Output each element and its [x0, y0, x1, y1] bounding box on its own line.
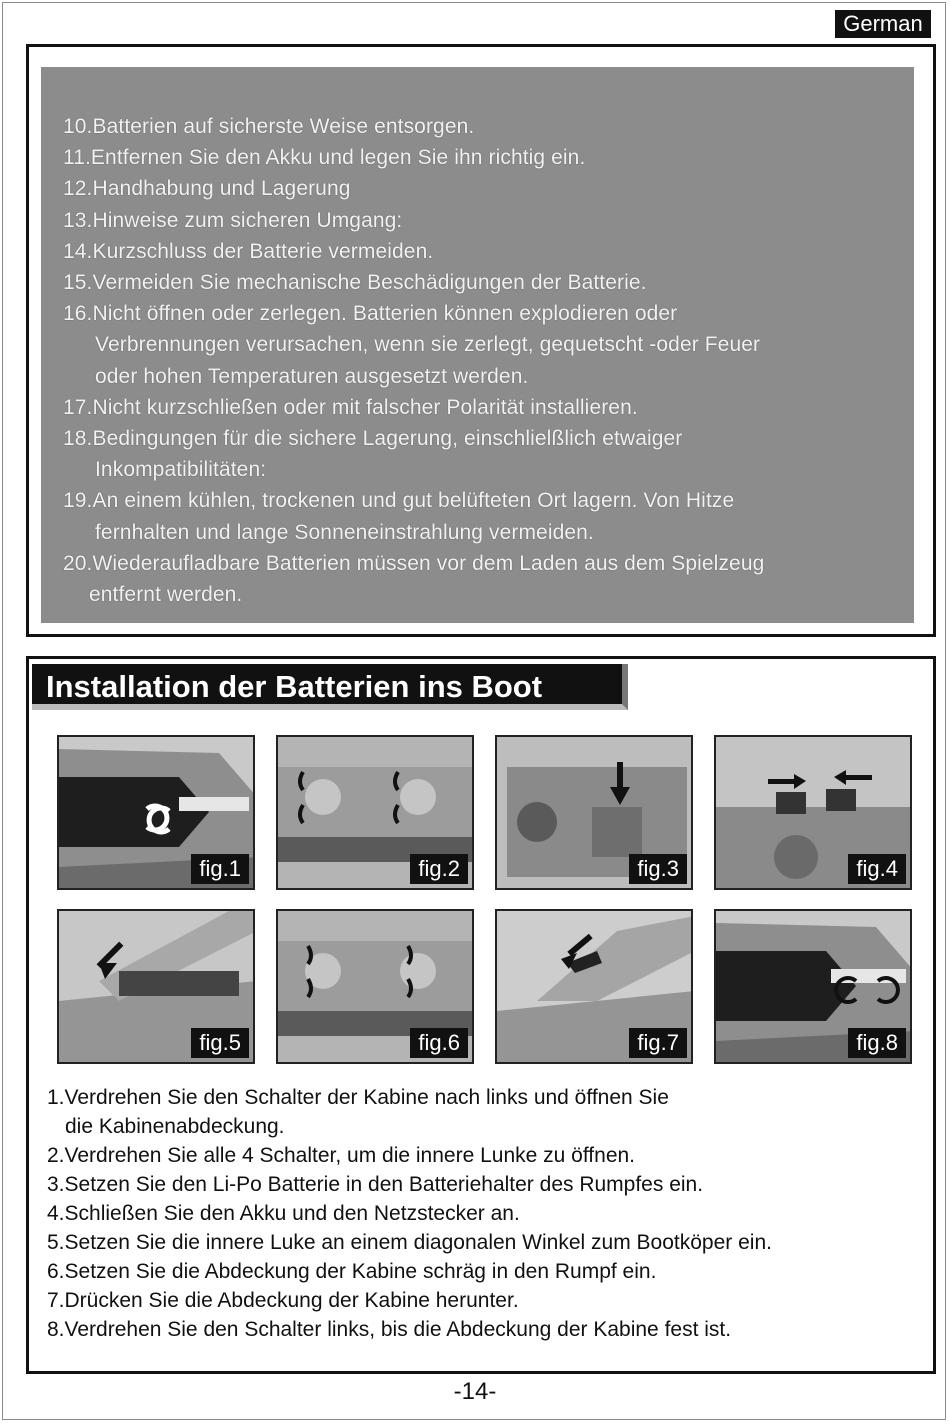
- figure-2: [276, 735, 474, 890]
- warning-text-continued: Inkompatibilitäten:: [95, 458, 267, 482]
- warning-text: 11.Entfernen Sie den Akku und legen Sie ihn richtig ein.: [63, 146, 586, 170]
- figure-1: [57, 735, 255, 890]
- warning-text: 13.Hinweise zum sicheren Umgang:: [63, 208, 403, 232]
- warning-text: 16.Nicht öffnen oder zerlegen. Batterien können explodieren oder: [63, 302, 678, 326]
- battery-warnings-box: [26, 44, 936, 637]
- figure-label: fig.6: [410, 1028, 468, 1058]
- warning-item: [63, 392, 894, 423]
- step-text: 3.Setzen Sie den Li-Po Batterie in den Batteriehalter des Rumpfes ein.: [47, 1173, 704, 1196]
- step-text: 7.Drücken Sie die Abdeckung der Kabine herunter.: [47, 1289, 519, 1312]
- figure-5: [57, 909, 255, 1064]
- installation-steps: [47, 1083, 772, 1344]
- warning-item: [63, 267, 894, 298]
- warning-item: [63, 173, 894, 204]
- warning-text-continued: oder hohen Temperaturen ausgesetzt werden.: [95, 364, 529, 388]
- warning-text-continued: entfernt werden.: [89, 583, 243, 607]
- warning-text: 15.Vermeiden Sie mechanische Beschädigungen der Batterie.: [63, 271, 647, 295]
- installation-section: [26, 656, 936, 1374]
- warning-text-continued: fernhalten und lange Sonneneinstrahlung vermeiden.: [95, 520, 594, 544]
- warning-text: 12.Handhabung und Lagerung: [63, 177, 351, 201]
- warnings-list: [63, 111, 894, 610]
- warning-item: [63, 485, 894, 547]
- warning-item: [63, 111, 894, 142]
- warnings-panel: [41, 67, 914, 623]
- figure-4: [714, 735, 912, 890]
- warning-item: [63, 142, 894, 173]
- figure-label: fig.5: [191, 1028, 249, 1058]
- figure-7: [495, 909, 693, 1064]
- step-text: 6.Setzen Sie die Abdeckung der Kabine schräg in den Rumpf ein.: [47, 1260, 657, 1283]
- warning-text: 17.Nicht kurzschließen oder mit falscher Polarität installieren.: [63, 395, 638, 419]
- figure-label: fig.1: [191, 854, 249, 884]
- step-item: [47, 1141, 772, 1170]
- step-item: [47, 1286, 772, 1315]
- section-title: Installation der Batterien ins Boot: [32, 664, 628, 710]
- step-item: [47, 1315, 772, 1344]
- language-tag: German: [835, 10, 931, 38]
- figure-label: fig.8: [848, 1028, 906, 1058]
- warning-text: 20.Wiederaufladbare Batterien müssen vor dem Laden aus dem Spielzeug: [63, 551, 765, 575]
- step-text: 2.Verdrehen Sie alle 4 Schalter, um die innere Lunke zu öffnen.: [47, 1144, 636, 1167]
- step-text-continued: die Kabinenabdeckung.: [65, 1115, 285, 1138]
- step-item: [47, 1228, 772, 1257]
- step-item: [47, 1257, 772, 1286]
- warning-item: [63, 298, 894, 392]
- figure-3: [495, 735, 693, 890]
- step-item: [47, 1170, 772, 1199]
- warning-item: [63, 423, 894, 485]
- warning-text: 19.An einem kühlen, trockenen und gut belüfteten Ort lagern. Von Hitze: [63, 489, 735, 513]
- warning-item: [63, 548, 894, 610]
- step-item: [47, 1083, 772, 1141]
- figure-label: fig.4: [848, 854, 906, 884]
- step-text: 8.Verdrehen Sie den Schalter links, bis die Abdeckung der Kabine fest ist.: [47, 1318, 732, 1341]
- warning-text: 10.Batterien auf sicherste Weise entsorgen.: [63, 115, 475, 138]
- step-item: [47, 1199, 772, 1228]
- warning-item: [63, 236, 894, 267]
- figure-label: fig.7: [629, 1028, 687, 1058]
- figure-label: fig.2: [410, 854, 468, 884]
- figure-6: [276, 909, 474, 1064]
- figure-label: fig.3: [629, 854, 687, 884]
- step-text: 4.Schließen Sie den Akku und den Netzstecker an.: [47, 1202, 520, 1225]
- warning-text-continued: Verbrennungen verursachen, wenn sie zerlegt, gequetscht -oder Feuer: [95, 333, 761, 357]
- warning-text: 14.Kurzschluss der Batterie vermeiden.: [63, 239, 434, 263]
- warning-text: 18.Bedingungen für die sichere Lagerung, einschlielßlich etwaiger: [63, 427, 683, 451]
- page-number: -14-: [453, 1378, 497, 1405]
- step-text: 5.Setzen Sie die innere Luke an einem diagonalen Winkel zum Bootköper ein.: [47, 1231, 772, 1254]
- warning-item: [63, 205, 894, 236]
- step-text: 1.Verdrehen Sie den Schalter der Kabine nach links und öffnen Sie: [47, 1086, 669, 1109]
- figure-8: [714, 909, 912, 1064]
